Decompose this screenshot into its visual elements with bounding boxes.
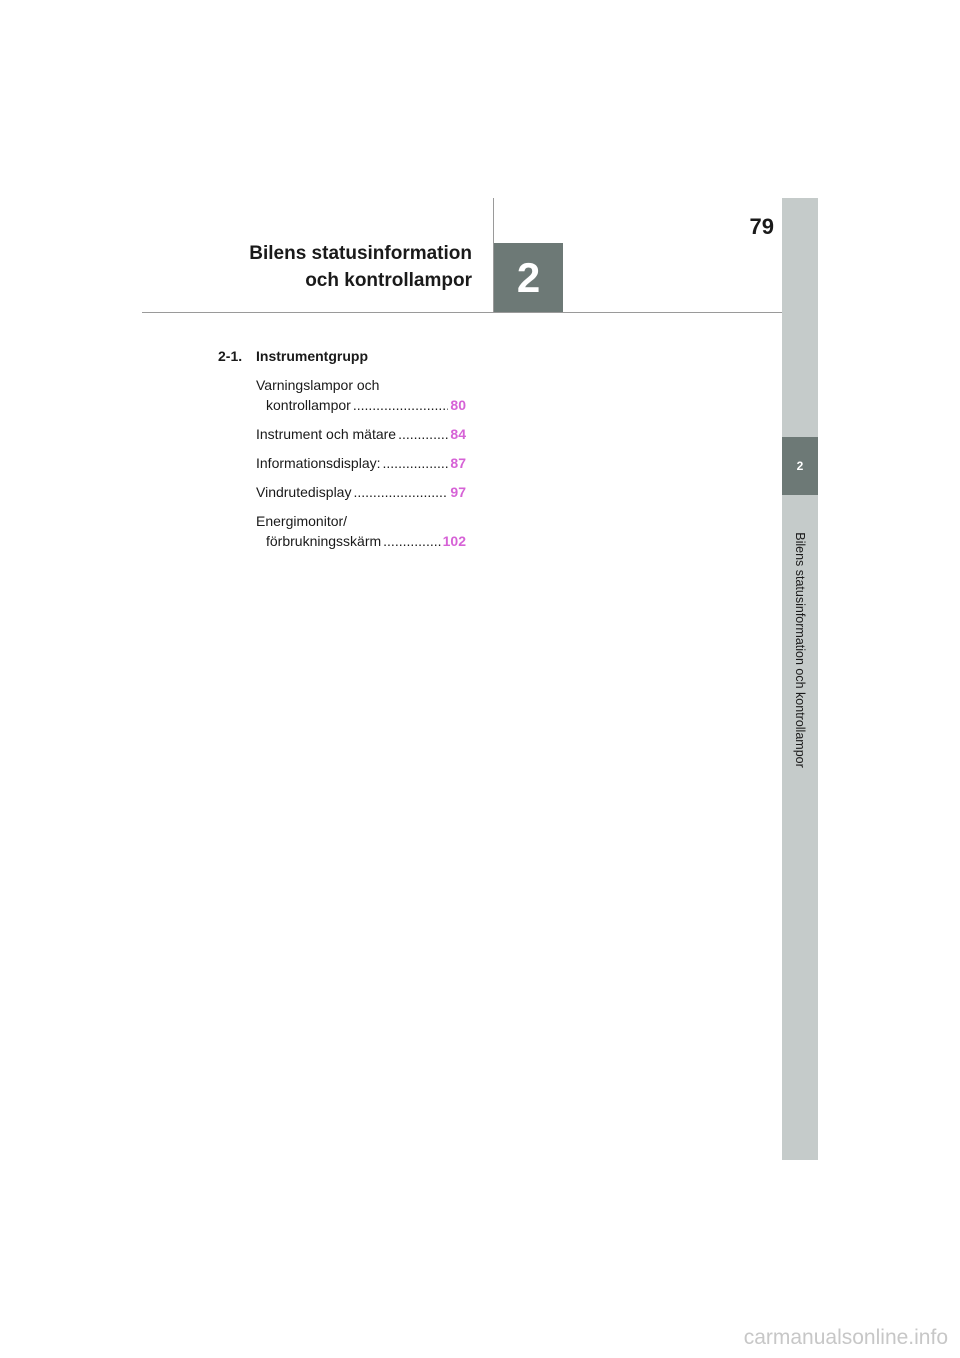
toc-entry-line: [256, 511, 466, 531]
toc-entry-label: Instrument och mätare: [256, 426, 397, 442]
toc-entry-vindrutedisplay[interactable]: [256, 482, 468, 502]
table-of-contents: [218, 348, 468, 560]
watermark: carmanualsonline.info: [743, 1326, 948, 1349]
toc-entry-label: förbrukningsskärm: [266, 533, 382, 549]
side-chapter-label: Bilens statusinformation och kontrollampor: [793, 532, 807, 768]
header-horizontal-divider: [142, 312, 782, 313]
toc-leader-dots: [383, 531, 440, 551]
toc-page-link[interactable]: 87: [450, 455, 466, 471]
toc-entry-informationsdisplay[interactable]: [256, 453, 468, 473]
toc-page-link[interactable]: 102: [442, 533, 466, 549]
toc-entry-varningslampor[interactable]: [256, 375, 468, 415]
toc-leader-dots: [383, 453, 449, 473]
toc-entry-instrument[interactable]: [256, 424, 468, 444]
toc-page-link[interactable]: 80: [450, 397, 466, 413]
chapter-number-box: 2: [494, 243, 563, 313]
toc-page-link[interactable]: 97: [450, 484, 466, 500]
toc-leader-dots: [353, 395, 449, 415]
toc-page-link[interactable]: 84: [450, 426, 466, 442]
toc-entry-label: kontrollampor: [266, 397, 351, 413]
toc-entry-line: [256, 531, 466, 551]
toc-entry-line: [256, 375, 466, 395]
toc-section-heading: [218, 348, 468, 364]
page-number: 79: [749, 214, 774, 239]
toc-entry-label: Vindrutedisplay: [256, 484, 352, 500]
side-chapter-tab[interactable]: 2: [782, 437, 818, 495]
toc-entry-line: [256, 453, 466, 473]
toc-entry-line: [256, 482, 466, 502]
toc-entry-label: Informationsdisplay:: [256, 455, 381, 471]
toc-entry-energimonitor[interactable]: [256, 511, 468, 551]
chapter-title: [200, 240, 472, 294]
toc-leader-dots: [353, 482, 448, 502]
toc-entry-label: Energimonitor/: [256, 513, 348, 529]
chapter-title-line-2: och kontrollampor: [305, 270, 472, 291]
toc-leader-dots: [398, 424, 448, 444]
chapter-title-line-1: Bilens statusinformation: [249, 243, 472, 264]
toc-entry-line: [256, 395, 466, 415]
toc-section-title: Instrumentgrupp: [256, 348, 368, 364]
toc-entry-label: Varningslampor och: [256, 377, 380, 393]
toc-section-number: 2-1.: [218, 348, 243, 364]
toc-entry-line: [256, 424, 466, 444]
